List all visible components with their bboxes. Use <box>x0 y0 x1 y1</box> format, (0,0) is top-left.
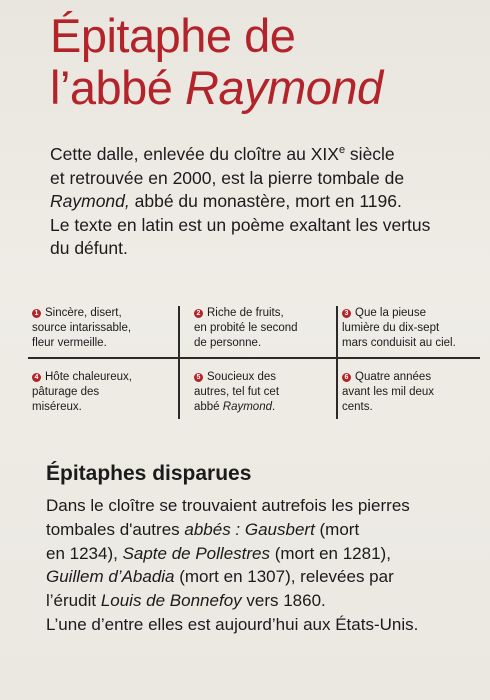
verse-line: source intarissable, <box>32 322 132 334</box>
abbot-name: Raymond, <box>50 191 130 211</box>
abbot-name: abbés : Gausbert <box>184 519 315 539</box>
verse-cell-5 <box>194 370 334 415</box>
grid-divider <box>28 357 480 359</box>
verse-line <box>194 306 334 321</box>
intro-text: abbé du monastère, mort en 1196. <box>129 191 402 211</box>
verse-line <box>32 370 172 385</box>
verses-grid <box>28 298 488 428</box>
number-badge: 6 <box>342 373 351 382</box>
verse-text: Quatre années <box>355 371 432 383</box>
verse-line: avant les mil deux <box>342 386 435 398</box>
verse-cell-3 <box>342 306 482 351</box>
grid-divider <box>178 306 180 419</box>
verse-cell-2 <box>194 306 334 351</box>
verse-cell-4 <box>32 370 172 415</box>
section-line <box>46 542 481 566</box>
section-text: (mort en 1281), <box>269 543 391 563</box>
section-text: vers 1860. <box>241 591 326 611</box>
verse-text: Sincère, disert, <box>45 307 122 319</box>
verse-line: cents. <box>342 401 373 413</box>
verse-line: de personne. <box>194 337 262 349</box>
section-text: en 1234), <box>46 543 123 563</box>
verse-line: pâturage des <box>32 386 100 398</box>
scholar-name: Louis de Bonnefoy <box>100 591 242 611</box>
title-prefix: l’abbé <box>50 61 185 114</box>
number-badge: 3 <box>342 309 351 318</box>
section-text: tombales d'autres <box>46 519 185 539</box>
title-line-2 <box>50 62 480 114</box>
intro-line: Le texte en latin est un poème exaltant les vertus <box>50 214 431 235</box>
verse-text: abbé <box>194 401 223 413</box>
verse-line: fleur vermeille. <box>32 337 107 349</box>
verse-line: lumière du dix-sept <box>342 322 440 334</box>
abbot-name: Raymond <box>222 401 272 413</box>
number-badge: 4 <box>32 373 41 382</box>
page-title <box>50 10 480 114</box>
intro-line: et retrouvée en 2000, est la pierre tombale de <box>50 167 405 188</box>
number-badge: 5 <box>194 373 203 382</box>
verse-line <box>194 400 334 415</box>
intro-line <box>50 143 480 167</box>
verse-line <box>342 306 482 321</box>
verse-text: . <box>272 401 276 413</box>
verse-line: en probité le second <box>194 322 298 334</box>
verse-line <box>32 306 172 321</box>
title-name: Raymond <box>185 61 383 114</box>
grid-divider <box>336 306 338 419</box>
verse-cell-6 <box>342 370 482 415</box>
section-text: l’érudit <box>46 591 101 611</box>
number-badge: 1 <box>32 309 41 318</box>
section-text: (mort en 1307), relevées par <box>174 567 394 587</box>
intro-paragraph <box>50 143 480 261</box>
verse-line <box>194 370 334 385</box>
verse-line: mars conduisit au ciel. <box>342 337 456 349</box>
verse-line: autres, tel fut cet <box>194 386 280 398</box>
verse-text: Soucieux des <box>207 371 277 383</box>
section-paragraph <box>46 494 481 637</box>
verse-line <box>342 370 482 385</box>
section-line <box>46 589 481 613</box>
section-title: Épitaphes disparues <box>46 462 252 485</box>
verse-line: miséreux. <box>32 401 82 413</box>
abbot-name: Sapte de Pollestres <box>122 543 270 563</box>
century-superscript: e <box>338 144 346 157</box>
intro-text: Cette dalle, enlevée du cloître au XIX <box>50 144 339 164</box>
intro-line <box>50 190 480 214</box>
verse-text: Hôte chaleureux, <box>45 371 132 383</box>
verse-text: Riche de fruits, <box>207 307 284 319</box>
title-line-1: Épitaphe de <box>50 9 296 62</box>
section-line <box>46 565 481 589</box>
section-line: L’une d’entre elles est aujourd’hui aux États-Unis. <box>46 614 419 634</box>
section-line <box>46 518 481 542</box>
intro-line: du défunt. <box>50 238 128 258</box>
number-badge: 2 <box>194 309 203 318</box>
section-text: (mort <box>314 519 360 539</box>
verse-text: Que la pieuse <box>355 307 426 319</box>
intro-text: siècle <box>345 144 395 164</box>
section-line: Dans le cloître se trouvaient autrefois les pierres <box>46 496 410 515</box>
abbot-name: Guillem d’Abadia <box>46 567 175 587</box>
verse-cell-1 <box>32 306 172 351</box>
